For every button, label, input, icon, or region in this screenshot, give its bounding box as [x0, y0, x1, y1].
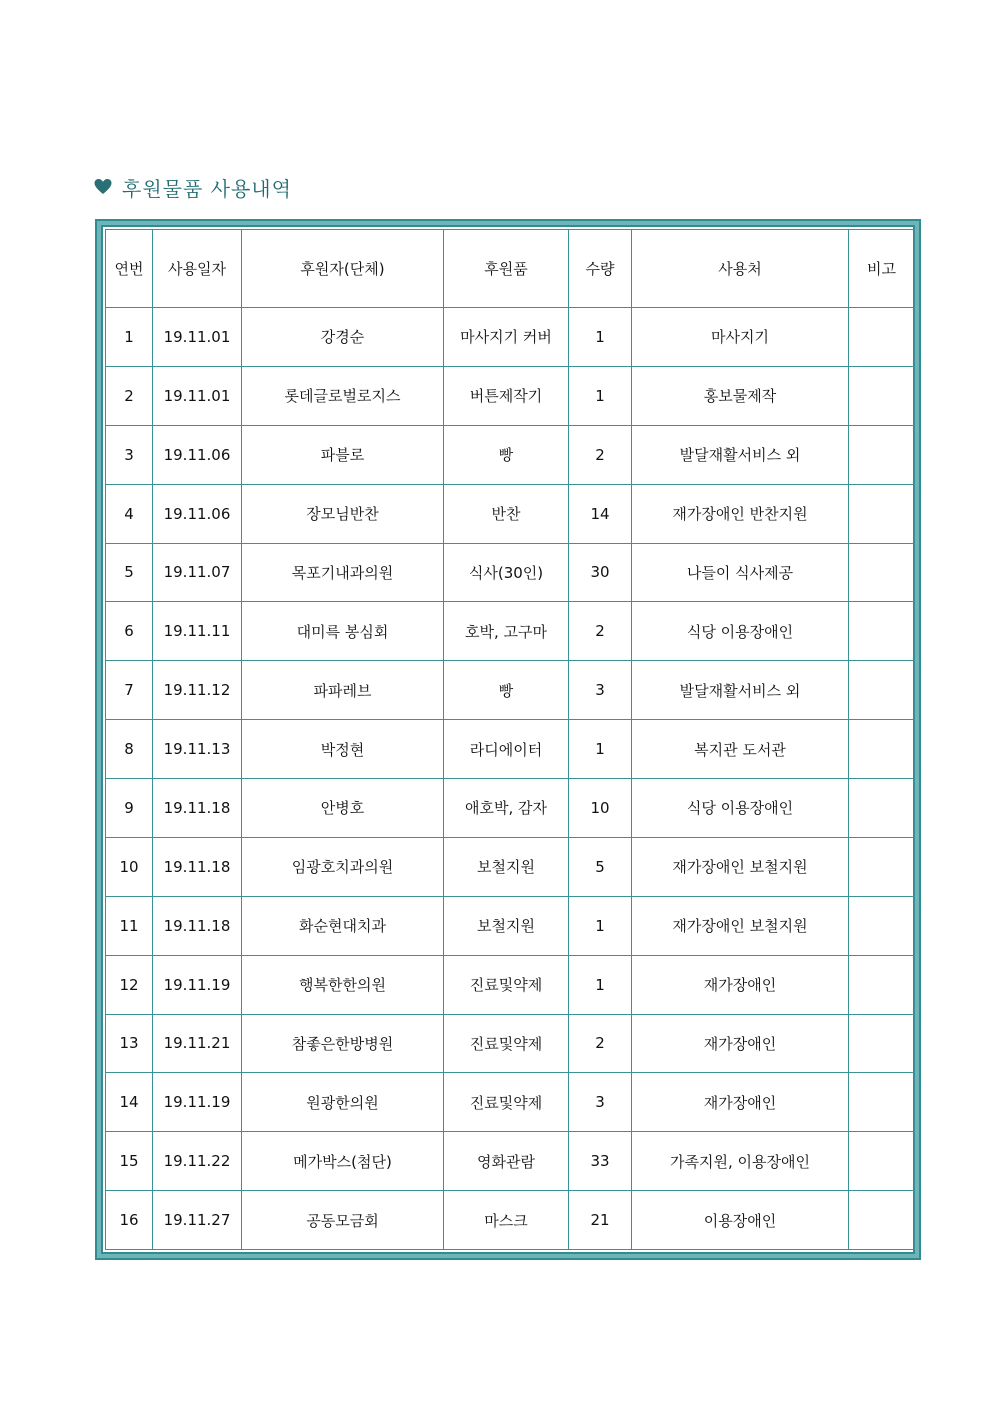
cell-no: 1 [106, 308, 153, 367]
cell-donor: 롯데글로벌로지스 [242, 366, 444, 425]
cell-usage: 식당 이용장애인 [632, 602, 849, 661]
cell-date: 19.11.27 [153, 1191, 242, 1250]
cell-usage: 복지관 도서관 [632, 720, 849, 779]
table-row [106, 602, 915, 661]
cell-no: 15 [106, 1132, 153, 1191]
table-frame-inner [101, 225, 915, 1254]
table-row [106, 308, 915, 367]
cell-donor: 강경순 [242, 308, 444, 367]
cell-no: 16 [106, 1191, 153, 1250]
cell-date: 19.11.13 [153, 720, 242, 779]
cell-note [849, 484, 915, 543]
cell-item: 마사지기 커버 [444, 308, 569, 367]
cell-usage: 재가장애인 [632, 955, 849, 1014]
cell-usage: 재가장애인 보철지원 [632, 896, 849, 955]
cell-item: 마스크 [444, 1191, 569, 1250]
header-item: 후원품 [444, 230, 569, 308]
cell-date: 19.11.21 [153, 1014, 242, 1073]
cell-qty: 30 [569, 543, 632, 602]
header-donor: 후원자(단체) [242, 230, 444, 308]
cell-no: 8 [106, 720, 153, 779]
table-row [106, 1014, 915, 1073]
cell-qty: 14 [569, 484, 632, 543]
cell-item: 진료및약제 [444, 1073, 569, 1132]
cell-date: 19.11.07 [153, 543, 242, 602]
cell-item: 버튼제작기 [444, 366, 569, 425]
cell-note [849, 308, 915, 367]
cell-qty: 2 [569, 602, 632, 661]
cell-donor: 참좋은한방병원 [242, 1014, 444, 1073]
cell-note [849, 1132, 915, 1191]
cell-date: 19.11.18 [153, 837, 242, 896]
cell-usage: 이용장애인 [632, 1191, 849, 1250]
cell-usage: 나들이 식사제공 [632, 543, 849, 602]
cell-date: 19.11.01 [153, 308, 242, 367]
cell-qty: 1 [569, 896, 632, 955]
table-row [106, 1132, 915, 1191]
heart-icon [94, 178, 112, 196]
cell-note [849, 896, 915, 955]
cell-qty: 21 [569, 1191, 632, 1250]
cell-date: 19.11.06 [153, 425, 242, 484]
cell-no: 13 [106, 1014, 153, 1073]
cell-usage: 발달재활서비스 외 [632, 425, 849, 484]
cell-usage: 재가장애인 반찬지원 [632, 484, 849, 543]
cell-item: 진료및약제 [444, 1014, 569, 1073]
cell-usage: 재가장애인 보철지원 [632, 837, 849, 896]
cell-item: 빵 [444, 661, 569, 720]
table-row [106, 543, 915, 602]
cell-note [849, 720, 915, 779]
cell-donor: 파블로 [242, 425, 444, 484]
cell-date: 19.11.19 [153, 955, 242, 1014]
cell-qty: 33 [569, 1132, 632, 1191]
cell-item: 영화관람 [444, 1132, 569, 1191]
section-heading [94, 170, 292, 204]
cell-item: 보철지원 [444, 837, 569, 896]
table-row [106, 779, 915, 838]
cell-qty: 1 [569, 366, 632, 425]
cell-note [849, 425, 915, 484]
cell-item: 식사(30인) [444, 543, 569, 602]
cell-note [849, 1014, 915, 1073]
table-row [106, 955, 915, 1014]
cell-donor: 원광한의원 [242, 1073, 444, 1132]
table-row [106, 720, 915, 779]
table-row [106, 661, 915, 720]
cell-date: 19.11.11 [153, 602, 242, 661]
header-usage: 사용처 [632, 230, 849, 308]
cell-donor: 목포기내과의원 [242, 543, 444, 602]
table-row [106, 1073, 915, 1132]
cell-no: 5 [106, 543, 153, 602]
cell-usage: 홍보물제작 [632, 366, 849, 425]
cell-date: 19.11.01 [153, 366, 242, 425]
cell-usage: 재가장애인 [632, 1073, 849, 1132]
cell-usage: 발달재활서비스 외 [632, 661, 849, 720]
cell-date: 19.11.18 [153, 779, 242, 838]
header-no: 연번 [106, 230, 153, 308]
cell-no: 9 [106, 779, 153, 838]
cell-donor: 임광호치과의원 [242, 837, 444, 896]
header-date: 사용일자 [153, 230, 242, 308]
cell-qty: 2 [569, 1014, 632, 1073]
cell-usage: 가족지원, 이용장애인 [632, 1132, 849, 1191]
cell-usage: 마사지기 [632, 308, 849, 367]
cell-qty: 3 [569, 661, 632, 720]
cell-donor: 메가박스(첨단) [242, 1132, 444, 1191]
cell-item: 보철지원 [444, 896, 569, 955]
page-title: 후원물품 사용내역 [122, 176, 292, 201]
cell-date: 19.11.18 [153, 896, 242, 955]
header-note: 비고 [849, 230, 915, 308]
cell-item: 반찬 [444, 484, 569, 543]
cell-item: 애호박, 감자 [444, 779, 569, 838]
cell-donor: 대미륵 봉심회 [242, 602, 444, 661]
cell-donor: 안병호 [242, 779, 444, 838]
cell-qty: 5 [569, 837, 632, 896]
cell-note [849, 366, 915, 425]
cell-item: 빵 [444, 425, 569, 484]
table-row [106, 837, 915, 896]
header-qty: 수량 [569, 230, 632, 308]
usage-table [105, 229, 915, 1250]
cell-qty: 10 [569, 779, 632, 838]
cell-date: 19.11.12 [153, 661, 242, 720]
table-row [106, 484, 915, 543]
cell-donor: 박정현 [242, 720, 444, 779]
cell-note [849, 837, 915, 896]
table-body [106, 308, 915, 1250]
cell-no: 4 [106, 484, 153, 543]
table-row [106, 425, 915, 484]
cell-item: 호박, 고구마 [444, 602, 569, 661]
cell-note [849, 1191, 915, 1250]
cell-note [849, 1073, 915, 1132]
table-frame [95, 219, 921, 1260]
cell-usage: 재가장애인 [632, 1014, 849, 1073]
cell-qty: 1 [569, 720, 632, 779]
cell-qty: 1 [569, 955, 632, 1014]
cell-qty: 1 [569, 308, 632, 367]
cell-donor: 화순현대치과 [242, 896, 444, 955]
table-header-row [106, 230, 915, 308]
cell-item: 라디에이터 [444, 720, 569, 779]
cell-donor: 공동모금회 [242, 1191, 444, 1250]
cell-donor: 행복한한의원 [242, 955, 444, 1014]
cell-item: 진료및약제 [444, 955, 569, 1014]
cell-no: 14 [106, 1073, 153, 1132]
cell-qty: 3 [569, 1073, 632, 1132]
cell-no: 2 [106, 366, 153, 425]
cell-date: 19.11.06 [153, 484, 242, 543]
cell-no: 10 [106, 837, 153, 896]
cell-donor: 장모님반찬 [242, 484, 444, 543]
table-row [106, 1191, 915, 1250]
cell-no: 6 [106, 602, 153, 661]
cell-date: 19.11.19 [153, 1073, 242, 1132]
cell-usage: 식당 이용장애인 [632, 779, 849, 838]
cell-no: 11 [106, 896, 153, 955]
cell-no: 3 [106, 425, 153, 484]
cell-donor: 파파레브 [242, 661, 444, 720]
cell-no: 7 [106, 661, 153, 720]
cell-note [849, 955, 915, 1014]
cell-note [849, 779, 915, 838]
cell-note [849, 543, 915, 602]
cell-note [849, 661, 915, 720]
cell-no: 12 [106, 955, 153, 1014]
cell-date: 19.11.22 [153, 1132, 242, 1191]
cell-qty: 2 [569, 425, 632, 484]
table-row [106, 896, 915, 955]
cell-note [849, 602, 915, 661]
table-row [106, 366, 915, 425]
